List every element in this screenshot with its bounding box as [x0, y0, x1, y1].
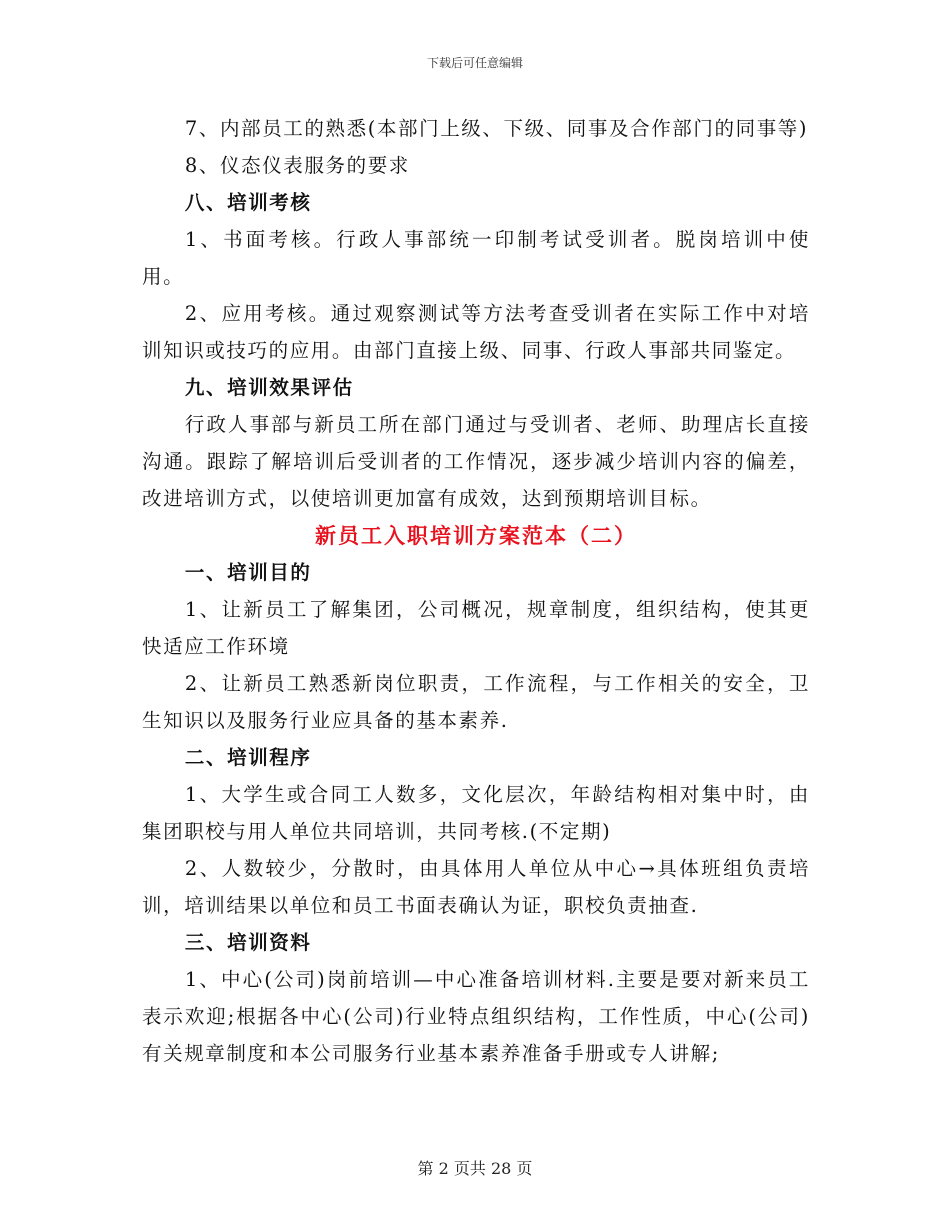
heading-training-assessment: 八、培训考核 [184, 191, 312, 214]
paragraph-procedure-1: 1、大学生或合同工人数多，文化层次，年龄结构相对集中时，由集团职校与用人单位共同培训，共同考核.(不定期) [142, 783, 810, 843]
paragraph-procedure-2: 2、人数较少，分散时，由具体用人单位从中心→具体班组负责培训，培训结果以单位和员工书面表确认为证，职校负责抽查. [142, 857, 810, 917]
heading-training-procedure: 二、培训程序 [184, 746, 312, 769]
paragraph-written-assessment: 1、书面考核。行政人事部统一印制考试受训者。脱岗培训中使用。 [142, 228, 810, 288]
page-header: 下载后可任意编辑 [426, 56, 523, 70]
paragraph-applied-assessment: 2、应用考核。通过观察测试等方法考查受训者在实际工作中对培训知识或技巧的应用。由部门直接上级、同事、行政人事部共同鉴定。 [142, 302, 810, 362]
paragraph-purpose-2: 2、让新员工熟悉新岗位职责，工作流程，与工作相关的安全，卫生知识以及服务行业应具备的基本素养. [142, 672, 810, 732]
paragraph-item-7: 7、内部员工的熟悉(本部门上级、下级、同事及合作部门的同事等) [184, 117, 809, 140]
document-section-title: 新员工入职培训方案范本（二） [315, 523, 637, 548]
heading-training-materials: 三、培训资料 [184, 931, 312, 954]
heading-effect-evaluation: 九、培训效果评估 [184, 376, 354, 399]
document-body [142, 110, 810, 1072]
heading-training-purpose: 一、培训目的 [184, 561, 312, 584]
paragraph-item-8: 8、仪态仪表服务的要求 [184, 154, 410, 177]
page-footer: 第 2 页共 28 页 [417, 1159, 533, 1178]
paragraph-materials-1: 1、中心(公司)岗前培训—中心准备培训材料.主要是要对新来员工表示欢迎;根据各中心(公司)行业特点组织结构，工作性质，中心(公司)有关规章制度和本公司服务行业基本素养准备手册或专人讲解; [142, 968, 810, 1065]
paragraph-evaluation: 行政人事部与新员工所在部门通过与受训者、老师、助理店长直接沟通。跟踪了解培训后受训者的工作情况，逐步减少培训内容的偏差，改进培训方式，以使培训更加富有成效，达到预期培训目标。 [142, 413, 810, 510]
paragraph-purpose-1: 1、让新员工了解集团，公司概况，规章制度，组织结构，使其更快适应工作环境 [142, 598, 810, 658]
